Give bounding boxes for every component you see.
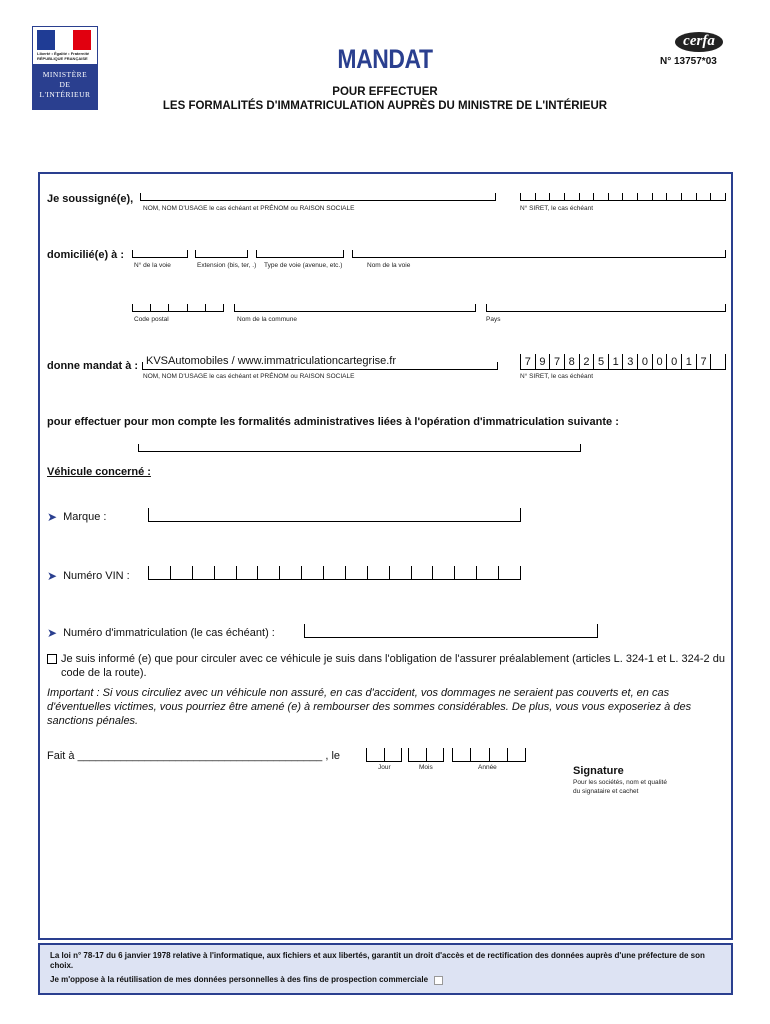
caption-code-postal: Code postal: [134, 316, 169, 323]
vin-cell[interactable]: [345, 566, 367, 579]
mandataire-name-caption: NOM, NOM D'USAGE le cas échéant et PRÉNOM ou RAISON SOCIALE: [143, 373, 355, 380]
marque-label: Marque :: [63, 511, 107, 523]
siret-digit: 5: [593, 354, 608, 369]
mois-caption: Mois: [419, 764, 433, 771]
vin-row: [47, 569, 130, 583]
opposition-checkbox[interactable]: [434, 976, 443, 985]
important-text: Important : Si vous circuliez avec un véhicule non assuré, en cas d'accident, vos dommages ne seraient pas couverts et, en cas d'éventuelles victimes, vous pourriez être amené (e) à rembourser des sommes considérables. De plus, vous vous exposeriez à des sanctions pénales.: [47, 687, 692, 727]
annee-field[interactable]: [452, 748, 526, 762]
soussigne-siret-caption: N° SIRET, le cas échéant: [520, 205, 594, 212]
operation-field[interactable]: [138, 444, 581, 452]
siret-digit: 1: [608, 354, 623, 369]
domicile-label: domicilié(e) à :: [47, 249, 125, 261]
siret-digit: 0: [666, 354, 681, 369]
signature-note-1: Pour les sociétés, nom et qualité: [573, 779, 667, 786]
jour-caption: Jour: [378, 764, 391, 771]
soussigne-name-caption: NOM, NOM D'USAGE le cas échéant et PRÉNOM ou RAISON SOCIALE: [143, 205, 355, 212]
siret-digit: 7: [549, 354, 564, 369]
le-label: , le: [325, 750, 341, 762]
vin-cell[interactable]: [236, 566, 258, 579]
marque-field[interactable]: [148, 508, 521, 522]
nom-voie-field[interactable]: [352, 250, 726, 258]
vehicule-heading: Véhicule concerné :: [47, 466, 151, 478]
siret-digit: 0: [637, 354, 652, 369]
subtitle-1: POUR EFFECTUER: [332, 86, 438, 98]
vin-cell[interactable]: [454, 566, 476, 579]
vin-cell[interactable]: [432, 566, 454, 579]
vin-cell[interactable]: [148, 566, 170, 579]
pays-field[interactable]: [486, 304, 726, 312]
soussigne-label: Je soussigné(e),: [47, 193, 134, 205]
signature-note-2: du signataire et cachet: [573, 788, 639, 795]
vin-cell[interactable]: [214, 566, 236, 579]
siret-digit: 9: [535, 354, 550, 369]
type-voie-field[interactable]: [256, 250, 344, 258]
opposition-text: Je m'oppose à la réutilisation de mes données personnelles à des fins de prospection commerciale: [50, 975, 429, 984]
footer-notice: [38, 943, 733, 995]
annee-caption: Année: [478, 764, 497, 771]
assurance-row: [47, 652, 727, 680]
ministere-label: MINISTÈRE DE L'INTÉRIEUR: [32, 64, 98, 109]
vin-cell[interactable]: [301, 566, 323, 579]
siret-digit: 7: [696, 354, 711, 369]
mois-field[interactable]: [408, 748, 444, 762]
vin-cell[interactable]: [323, 566, 345, 579]
siret-digit: 2: [579, 354, 594, 369]
arrow-icon: ➤: [47, 510, 58, 524]
caption-pays: Pays: [486, 316, 501, 323]
extension-field[interactable]: [195, 250, 248, 258]
signature-area[interactable]: [560, 800, 720, 920]
vin-cell[interactable]: [257, 566, 279, 579]
siret-digit: 1: [681, 354, 696, 369]
vin-cell[interactable]: [389, 566, 411, 579]
signature-title: Signature: [573, 765, 624, 777]
caption-commune: Nom de la commune: [237, 316, 297, 323]
immat-label: Numéro d'immatriculation (le cas échéant) :: [63, 627, 275, 639]
cerfa-logo: cerfa: [675, 32, 723, 52]
loi-text: La loi n° 78-17 du 6 janvier 1978 relative à l'informatique, aux fichiers et aux libertés, garantit un droit d'accès et de rectification des données auprès d'une préfecture de son choix.: [50, 951, 705, 970]
operation-label: pour effectuer pour mon compte les formalités administratives liées à l'opération d'immatriculation suivante :: [47, 416, 619, 428]
code-postal-field[interactable]: [132, 304, 224, 312]
mandataire-name-value: KVSAutomobiles / www.immatriculationcartegrise.fr: [146, 355, 397, 367]
vin-field[interactable]: [148, 566, 521, 580]
assurance-checkbox[interactable]: [47, 654, 57, 664]
fait-a-row: [47, 750, 340, 762]
caption-type-voie: Type de voie (avenue, etc.): [264, 262, 343, 269]
logo-motto: Liberté • Égalité • Fraternité RÉPUBLIQUE FRANÇAISE: [37, 51, 90, 61]
siret-digit: 8: [564, 354, 579, 369]
page-title: MANDAT: [337, 44, 433, 74]
vin-cell[interactable]: [367, 566, 389, 579]
assurance-text: Je suis informé (e) que pour circuler avec ce véhicule je suis dans l'obligation de l'assurer préalablement (articles L. 324-1 et L. 324-2 du code de la route).: [61, 653, 725, 679]
vin-cell[interactable]: [279, 566, 301, 579]
commune-field[interactable]: [234, 304, 476, 312]
caption-nom-voie: Nom de la voie: [367, 262, 411, 269]
mandataire-siret-caption: N° SIRET, le cas échéant: [520, 373, 594, 380]
siret-digit: [710, 354, 726, 369]
fait-a-field[interactable]: ________________________________________: [77, 750, 323, 762]
siret-digit: 3: [622, 354, 637, 369]
marque-row: [47, 510, 106, 524]
immat-row: [47, 626, 275, 640]
mandataire-siret-field[interactable]: [520, 354, 726, 370]
jour-field[interactable]: [366, 748, 402, 762]
vin-cell[interactable]: [498, 566, 521, 579]
caption-numero-voie: N° de la voie: [134, 262, 171, 269]
vin-cell[interactable]: [192, 566, 214, 579]
soussigne-siret-field[interactable]: [520, 193, 726, 201]
vin-cell[interactable]: [170, 566, 192, 579]
arrow-icon: ➤: [47, 569, 58, 583]
subtitle-2: LES FORMALITÉS D'IMMATRICULATION AUPRÈS DU MINISTRE DE L'INTÉRIEUR: [162, 100, 608, 112]
fait-a-label: Fait à: [47, 750, 75, 762]
vin-cell[interactable]: [476, 566, 498, 579]
caption-extension: Extension (bis, ter, .): [197, 262, 257, 269]
mandataire-name-field[interactable]: [142, 355, 498, 370]
cerfa-number: N° 13757*03: [660, 56, 717, 67]
immat-field[interactable]: [304, 624, 598, 638]
soussigne-name-field[interactable]: [140, 193, 496, 201]
siret-digit: 7: [520, 354, 535, 369]
vin-cell[interactable]: [411, 566, 433, 579]
numero-voie-field[interactable]: [132, 250, 188, 258]
siret-digit: 0: [652, 354, 667, 369]
mandat-label: donne mandat à :: [47, 360, 139, 372]
arrow-icon: ➤: [47, 626, 58, 640]
vin-label: Numéro VIN :: [63, 570, 130, 582]
